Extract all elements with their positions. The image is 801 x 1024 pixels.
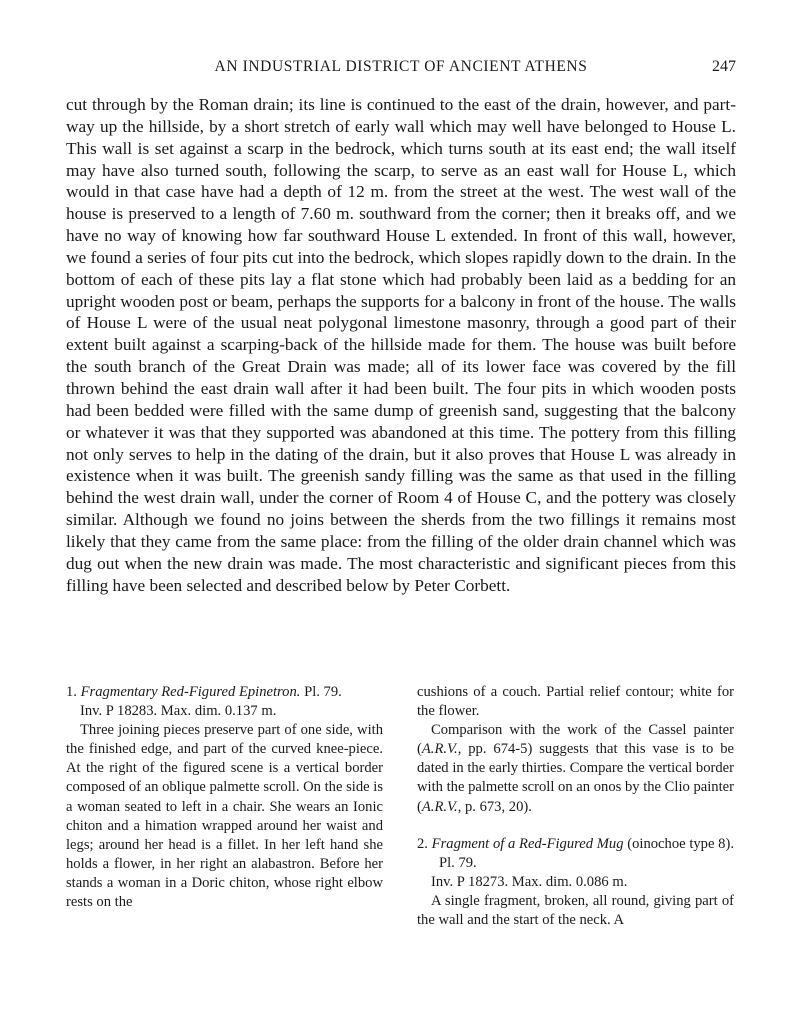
body-paragraph <box>66 94 736 596</box>
entry-2-description: A single fragment, broken, all round, giving part of the wall and the start of the neck. A <box>417 892 734 929</box>
running-title: AN INDUSTRIAL DISTRICT OF ANCIENT ATHENS <box>214 58 588 75</box>
entry-1-description: Three joining pieces preserve part of one side, with the finished edge, and part of the curved knee-piece. At the right of the figured scene is a vertical border composed of an oblique palmette scroll. On the side is a woman seated to left in a chair. She wears an Ionic chiton and a himation wrapped around her waist and legs; around her head is a fillet. In her left hand she holds a flower, in her right an alabastron. Before her stands a woman in a Doric chiton, whose right elbow rests on the <box>66 722 383 911</box>
left-column <box>66 683 383 912</box>
comparison-text-c: , p. 673, 20). <box>457 798 532 815</box>
arv-abbrev-1: A.R.V. <box>421 741 458 758</box>
entry-2-subtitle: (oinochoe type 8). Pl. 79. <box>439 835 734 871</box>
arv-abbrev-2: A.R.V. <box>421 798 458 815</box>
entry-1-title: Fragmentary Red-Figured Epinetron. <box>80 684 301 700</box>
entry-separator <box>417 817 734 835</box>
entry-1-number: 1. <box>66 684 77 700</box>
entry-1-inventory: Inv. P 18283. Max. dim. 0.137 m. <box>80 703 277 720</box>
running-header <box>66 58 736 82</box>
entry-1-plate: Pl. 79. <box>304 684 342 700</box>
comparison-text-b: , pp. 674-5) suggests that this vase is to be dated in the early thirties. Compare the vertical border with the palmette scroll on an onos by the Clio painter ( <box>417 741 734 815</box>
entry-2-number: 2. <box>417 835 428 852</box>
entry-1-comparison <box>417 721 734 816</box>
body-text: cut through by the Roman drain; its line is continued to the east of the drain, however, and part-way up the hillside, by a short stretch of early wall which may well have belonged to House L. This wall is set against a scarp in the bedrock, which turns south at its east end; the wall itself may have also turned south, following the scarp, to serve as an east wall for House L, which would in that case have had a depth of 12 m. from the street at the west. The west wall of the house is preserved to a length of 7.60 m. southward from the corner; then it breaks off, and we have no way of knowing how far southward House L extended. In front of this wall, however, we found a series of four pits cut into the bedrock, which slopes rapidly down to the drain. In the bottom of each of these pits lay a flat stone which had probably been laid as a bedding for an upright wooden post or beam, perhaps the supports for a balcony in front of the house. The walls of House L were of the usual neat polygonal limestone masonry, through a good part of their extent built against a scarping-back of the hillside made for them. The house was built before the south branch of the Great Drain was made; all of its lower face was covered by the fill thrown behind the east drain wall after it had been built. The four pits in which wooden posts had been bedded were filled with the same dump of greenish sand, suggesting that the balcony or whatever it was that they supported was abandoned at this time. The pottery from this filling not only serves to help in the dating of the drain, but it also proves that House L was already in existence when it was built. The greenish sandy filling was the same as that used in the filling behind the west drain wall, under the corner of Room 4 of House C, and the pottery was closely similar. Although we found no joins between the sherds from the two fillings it remains most likely that they came from the same place: from the filling of the older drain channel which was dug out when the new drain was made. The most characteristic and significant pieces from this filling have been selected and described below by Peter Corbett. <box>66 95 736 595</box>
comparison-text-a: Comparison with the work of the Cassel painter ( <box>417 722 734 758</box>
entry-1-description-continued: cushions of a couch. Partial relief contour; white for the flower. <box>417 684 734 720</box>
entry-2-inventory: Inv. P 18273. Max. dim. 0.086 m. <box>431 873 628 890</box>
catalogue-entry-1-heading <box>66 683 383 702</box>
entry-2-title: Fragment of a Red-Figured Mug <box>431 835 624 852</box>
right-column <box>417 683 734 930</box>
page-number: 247 <box>712 58 736 75</box>
catalogue-entry-2-heading <box>417 835 734 873</box>
